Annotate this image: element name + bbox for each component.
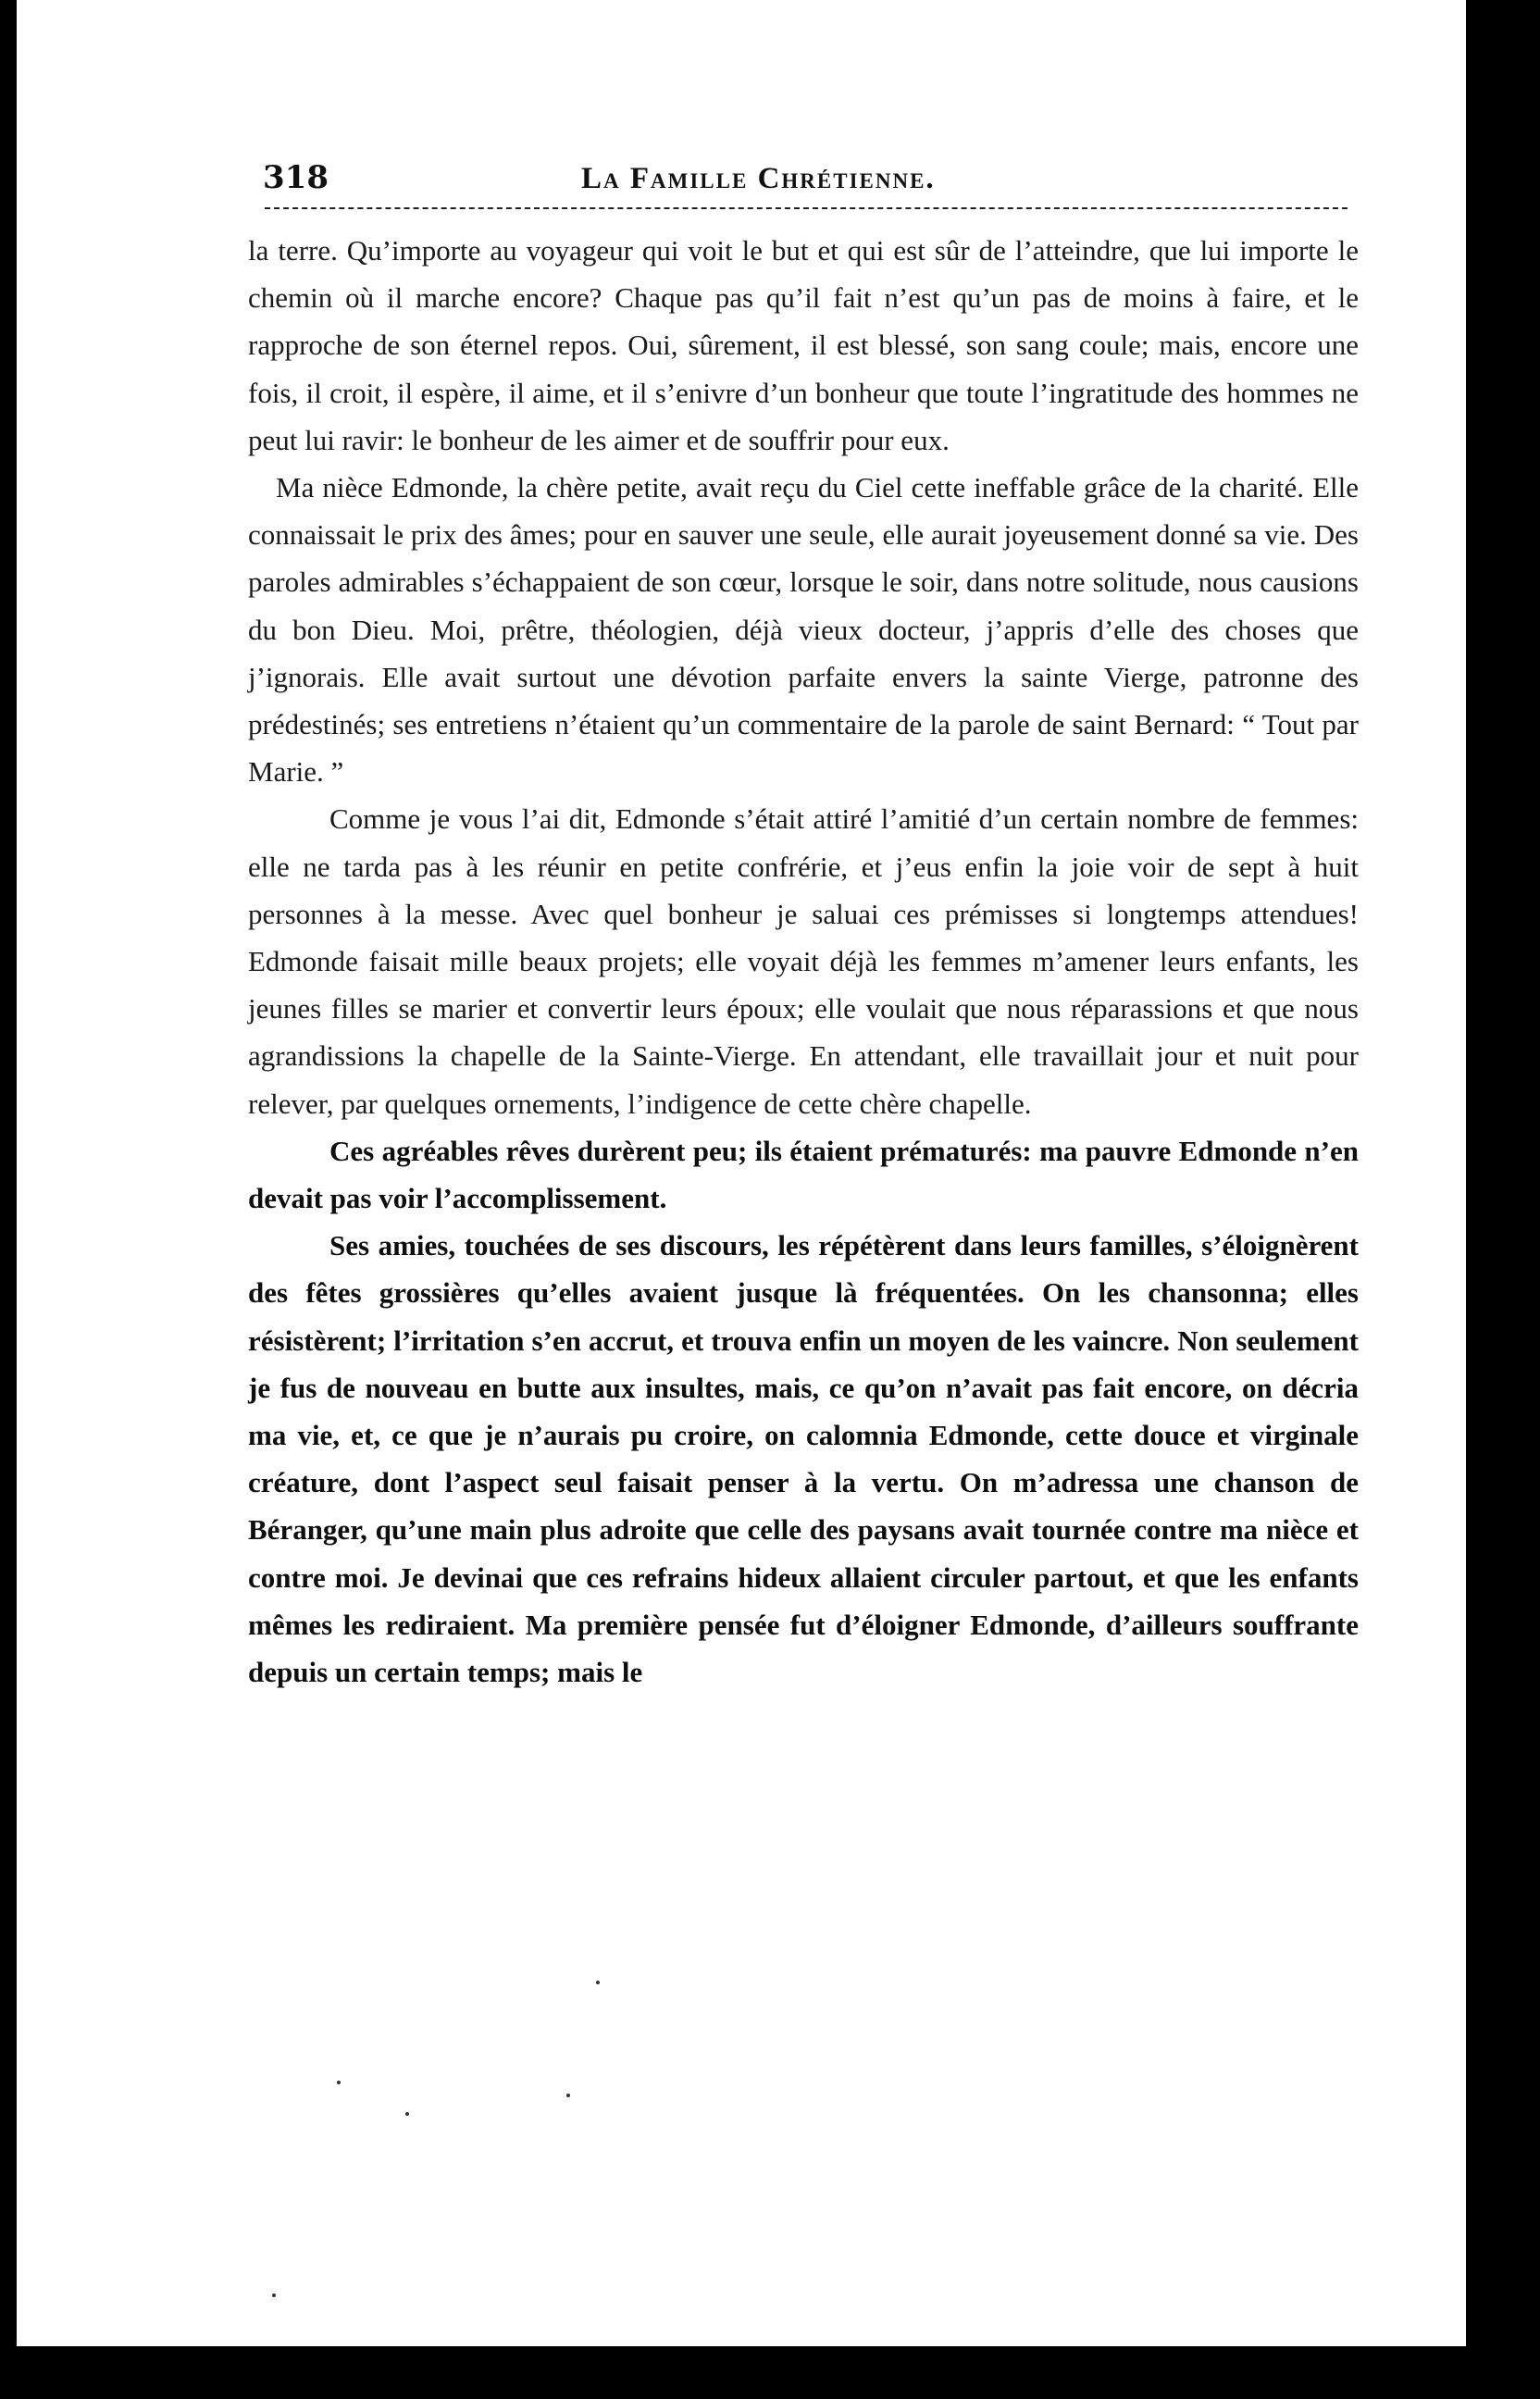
paragraph-1: la terre. Qu’importe au voyageur qui voit le but et qui est sûr de l’atteindre, que lui importe le chemin où il marche encore? Chaque pas qu’il fait n’est qu’un pas de moins à faire, et le rapproche de son éternel repos. Oui, sûrement, il est blessé, son sang coule; mais, encore une fois, il croit, il espère, il aime, et il s’enivre d’un bonheur que toute l’ingratitude des hommes ne peut lui ravir: le bonheur de les aimer et de souffrir pour eux. [248, 234, 1359, 456]
page-number: 318 [263, 159, 329, 196]
paragraph-5: Ses amies, touchées de ses discours, les répétèrent dans leurs familles, s’éloignèrent des fêtes grossières qu’elles avaient jusque là fréquentées. On les chansonna; elles résistèrent; l’irritation s’en accrut, et trouva enfin un moyen de les vaincre. Non seulement je fus de nouveau en butte aux insultes, mais, ce qu’on n’avait pas fait encore, on décria ma vie, et, ce que je n’aurais pu croire, on calomnia Edmonde, cette douce et virginale créature, dont l’aspect seul faisait penser à la vertu. On m’adressa une chanson de Béranger, qu’une main plus adroite que celle des paysans avait tournée contre ma nièce et contre moi. Je devinai que ces refrains hideux allaient circuler partout, et que les enfants mêmes les rediraient. Ma première pensée fut d’éloigner Edmonde, d’ailleurs souffrante depuis un certain temps; mais le [248, 1229, 1359, 1689]
running-title: La Famille Chrétienne. [581, 162, 936, 195]
paragraph-3: Comme je vous l’ai dit, Edmonde s’était attiré l’amitié d’un certain nombre de femmes: elle ne tarda pas à les réunir en petite confrérie, et j’eus enfin la joie voir de sept à huit personnes à la messe. Avec quel bonheur je saluai ces prémisses si longtemps attendues! Edmonde faisait mille beaux projets; elle voyait déjà les femmes m’amener leurs enfants, les jeunes filles se marier et convertir leurs époux; elle voulait que nous réparassions et que nous agrandissions la chapelle de la Sainte-Vierge. En attendant, elle travaillait jour et nuit pour relever, par quelques ornements, l’indigence de cette chère chapelle. [248, 802, 1359, 1120]
book-page [17, 0, 1466, 2346]
scan-speck [272, 2293, 276, 2297]
scan-speck [337, 2081, 341, 2084]
paragraph-4: Ces agréables rêves durèrent peu; ils étaient prématurés: ma pauvre Edmonde n’en devait pas voir l’accomplissement. [248, 1134, 1359, 1215]
scan-speck [405, 2112, 409, 2116]
body-text [248, 227, 1359, 1696]
scan-speck [596, 1981, 600, 1984]
scan-speck [566, 2094, 570, 2097]
paragraph-2: Ma nièce Edmonde, la chère petite, avait reçu du Ciel cette ineffable grâce de la charité. Elle connaissait le prix des âmes; pour en sauver une seule, elle aurait joyeusement donné sa vie. Des paroles admirables s’échappaient de son cœur, lorsque le soir, dans notre solitude, nous causions du bon Dieu. Moi, prêtre, théologien, déjà vieux docteur, j’appris d’elle des choses que j’ignorais. Elle avait surtout une dévotion parfaite envers la sainte Vierge, patronne des prédestinés; ses entretiens n’étaient qu’un commentaire de la parole de saint Bernard: “ Tout par Marie. ” [248, 471, 1359, 789]
header-rule [265, 207, 1348, 209]
